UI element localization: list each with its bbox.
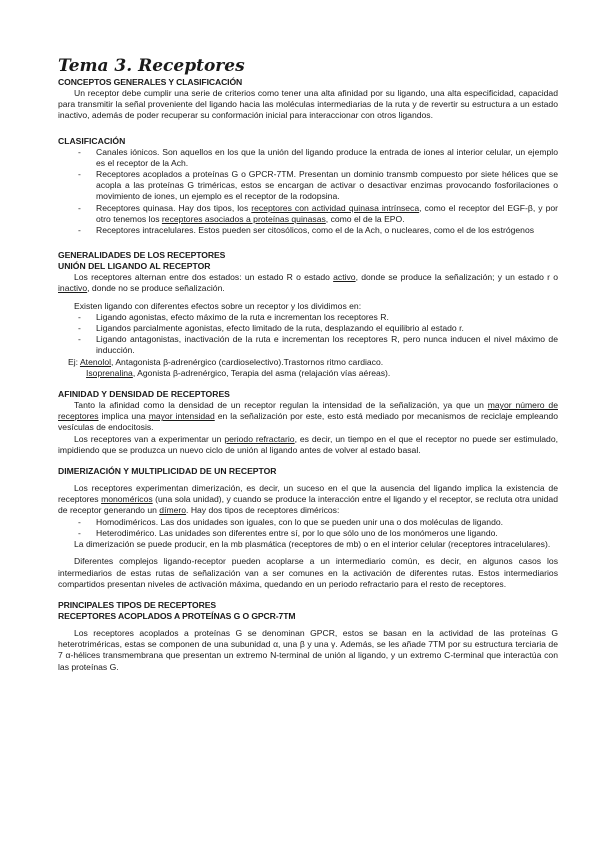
underlined-term: mayor intensidad (148, 411, 215, 422)
text-run: , Agonista β-adrenérgico, Terapia del asma (relajación vías aéreas). (132, 367, 391, 378)
example-line-2 (58, 368, 558, 379)
paragraph-refractario (58, 434, 558, 456)
text-run: implica una (98, 411, 149, 422)
list-item: - Heterodimérico. Las unidades son diferentes entre sí, por lo que sólo uno de los monómeros une ligando. (78, 528, 558, 539)
underlined-term: dímero (159, 505, 187, 516)
underlined-term: Atenolol (79, 356, 112, 367)
text-run: Los receptores alternan entre dos estados: un estado R o estado (74, 272, 334, 283)
paragraph-estados (58, 272, 558, 294)
text-run: , donde no se produce señalización. (87, 283, 225, 294)
dimer-list (58, 517, 558, 539)
text-run: (una sola unidad), y cuando se produce la interacción entre el ligando y el receptor, se recluta otra unidad de receptor generando un (58, 494, 558, 516)
list-item: - Ligando antagonistas, inactivación de la ruta e incrementan los receptores R, pero nunca inducen el nivel máximo de inducción. (78, 334, 558, 356)
text-run: Receptores quinasa. Hay dos tipos, los (96, 202, 252, 213)
list-item: - Ligando agonistas, efecto máximo de la ruta e incrementan los receptores R. (78, 312, 558, 323)
underlined-term: Isoprenalina (86, 367, 133, 378)
section-heading-generalidades: GENERALIDADES DE LOS RECEPTORES (58, 250, 226, 261)
text-run: . Hay dos tipos de receptores diméricos: (186, 505, 340, 516)
text-run: Los receptores van a experimentar un (74, 433, 225, 444)
list-item: - Canales iónicos. Son aquellos en los que la unión del ligando produce la entrada de iones al interior celular, un ejemplo es el receptor de la Ach. (78, 147, 558, 169)
subheading-gpcr: RECEPTORES ACOPLADOS A PROTEÍNAS G O GPCR-7TM (58, 610, 296, 621)
text-run: , Antagonista β-adrenérgico (cardioselectivo).Trastornos ritmo cardiaco. (111, 356, 384, 367)
underlined-term: periodo refractario (224, 433, 295, 444)
subheading-dimerizacion: DIMERIZACIÓN Y MULTIPLICIDAD DE UN RECEPTOR (58, 466, 277, 477)
list-item (78, 203, 558, 225)
text-run: , como el de la EPO. (325, 213, 405, 224)
list-item: - Receptores intracelulares. Estos pueden ser citosólicos, como el de la Ach, o nucleares, como el de los estrógenos (78, 225, 558, 236)
section-heading-conceptos: CONCEPTOS GENERALES Y CLASIFICACIÓN (58, 77, 243, 87)
list-item: - Receptores acoplados a proteínas G o GPCR-7TM. Presentan un dominio transmb compuesto por siete hélices que se acopla a las proteínas G triméricas, estos se encargan de activar o desactivar enzimas provocando fosforilaciones o movimiento de iones, un ejemplo es el receptor de la rodopsina. (78, 169, 558, 203)
example-label: Ej: (68, 356, 80, 367)
text-run: , como el receptor del EGF-β, y por otro tenemos los (96, 202, 558, 224)
underlined-term: monoméricos (101, 494, 153, 505)
underlined-term: inactivo (58, 283, 88, 294)
paragraph-complejos: Diferentes complejos ligando-receptor pueden acoplarse a un intermediario común, es decir, en algunos casos los intermediarios de estas rutas de señalización van a ser comunes en la activación de diferentes rutas. Estos intermediarios compartidos presentan niveles de activación máxima, quedando en un periodo refractario para el resto de receptores. (58, 556, 558, 589)
text-run: Tanto la afinidad como la densidad de un receptor regulan la intensidad de la señalización, ya que un (74, 400, 488, 411)
subheading-clasificacion: CLASIFICACIÓN (58, 135, 126, 146)
underlined-term: activo (333, 272, 356, 283)
underlined-term: mayor número de receptores (58, 400, 558, 422)
ligand-list (58, 312, 558, 357)
text-run: Los receptores experimentan dimerización, es decir, un suceso en el que la ausencia del ligando implica la existencia de receptores (58, 483, 558, 505)
text-run: , es decir, un tiempo en el que el receptor no puede ser estimulado, impidiendo que se produzca un nuevo ciclo de unión al ligando antes de volver al estado basal. (58, 433, 558, 455)
underlined-term: receptores con actividad quinasa intrínseca (251, 202, 420, 213)
example-line-1 (58, 357, 558, 368)
list-item: - Ligandos parcialmente agonistas, efecto limitado de la ruta, desplazando el equilibrio al estado r. (78, 323, 558, 334)
paragraph-dimerizacion (58, 483, 558, 517)
subheading-afinidad: AFINIDAD Y DENSIDAD DE RECEPTORES (58, 389, 230, 400)
list-item: - Homodiméricos. Las dos unidades son iguales, con lo que se pueden unir una o dos moléculas de ligando. (78, 517, 558, 528)
paragraph-afinidad (58, 400, 558, 434)
document-title: Tema 3. Receptores (58, 56, 245, 76)
paragraph-ligandos: Existen ligando con diferentes efectos sobre un receptor y los dividimos en: (74, 300, 362, 311)
text-run: en la señalización por este, esto está mediado por mecanismos de reciclaje empleando vesículas de endocitosis. (58, 411, 558, 433)
text-run: , donde se produce la señalización; y un estado r o (355, 272, 558, 283)
section-heading-tipos: PRINCIPALES TIPOS DE RECEPTORES (58, 599, 216, 610)
subheading-union: UNIÓN DEL LIGANDO AL RECEPTOR (58, 261, 211, 272)
paragraph-mb: La dimerización se puede producir, en la mb plasmática (receptores de mb) o en el interior celular (receptores intracelulares). (74, 539, 551, 550)
document-page (58, 56, 558, 673)
classification-list (58, 147, 558, 237)
intro-paragraph: Un receptor debe cumplir una serie de criterios como tener una alta afinidad por su ligando, una alta especificidad, capacidad para transmitir la señal proveniente del ligando hacia las moléculas intermediarias de la ruta y de revertir su estructura a un estado inactivo, además de poder recuperar su conformación inicial para interaccionar con otros ligandos. (58, 88, 558, 121)
underlined-term: receptores asociados a proteínas quinasas (161, 213, 326, 224)
paragraph-gpcr: Los receptores acoplados a proteínas G se denominan GPCR, estos se basan en la actividad de las proteínas G heterotriméricas, estas se componen de una subunidad α, una β y una γ. Además, se les añade 7TM por su estructura terciaria de 7 α-hélices transmembrana que presentan un extremo N-terminal de unión al ligando, y un extremo C-terminal que interactúa con las proteínas G. (58, 627, 558, 672)
